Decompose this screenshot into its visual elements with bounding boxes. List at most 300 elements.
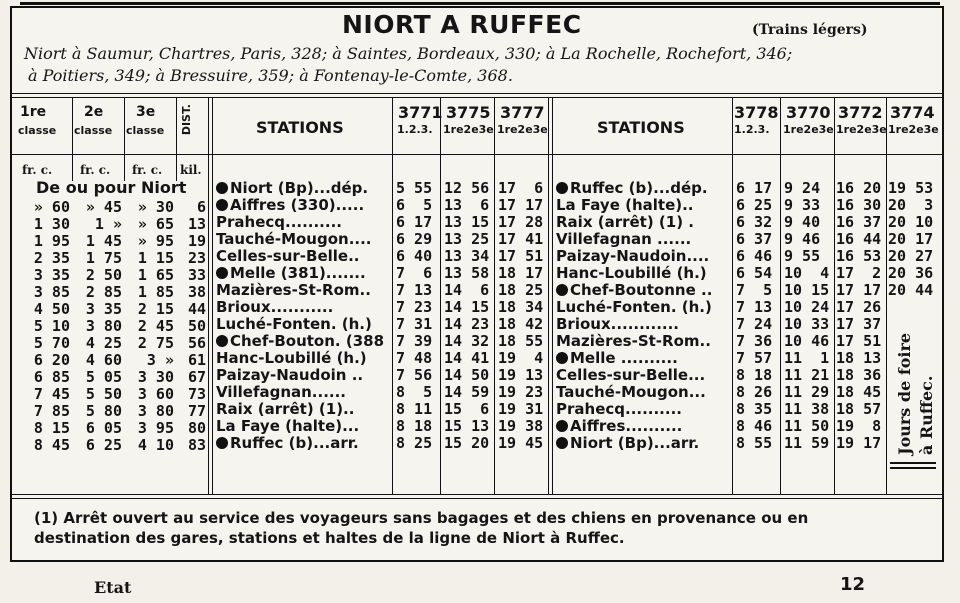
time-cell: 18 42 [498, 315, 544, 333]
unit-fr-c: fr. c. [132, 163, 163, 177]
station-name: Luché-Fonten. (h.) [556, 298, 712, 316]
time-cell: 19 4 [498, 349, 544, 367]
time-cell: 13 25 [444, 230, 490, 248]
station-name: Ruffec (b)...dép. [570, 179, 708, 197]
time-cell: 18 13 [836, 349, 882, 367]
distance: 19 [187, 232, 206, 250]
times-3770 [784, 180, 834, 452]
time-cell: 7 31 [396, 315, 433, 333]
time-cell: 17 17 [498, 196, 544, 214]
fare-class3: 2 15 [137, 300, 174, 318]
time-cell: 18 45 [836, 383, 882, 401]
junction-dot-icon [216, 437, 228, 449]
times-3772 [836, 180, 886, 452]
fare-class3: 3 60 [137, 385, 174, 403]
header-class3: 3e [136, 104, 156, 120]
train-3777-class: 1re2e3e [497, 123, 548, 136]
station-row [216, 231, 394, 248]
time-cell: 17 28 [498, 213, 544, 231]
time-cell: 18 17 [498, 264, 544, 282]
time-cell: 17 6 [498, 179, 544, 197]
time-cell: 14 41 [444, 349, 490, 367]
junction-dot-icon [216, 182, 228, 194]
station-row [216, 367, 394, 384]
station-name: Hanc-Loubillé (h.) [216, 349, 367, 367]
fare-class1: 6 85 [33, 368, 70, 386]
rule [176, 97, 177, 181]
time-cell: 8 25 [396, 434, 433, 452]
station-name: Brioux............ [556, 315, 680, 333]
distance: 56 [187, 334, 206, 352]
unit-kil: kil. [180, 163, 202, 177]
fare-class2: 6 05 [85, 419, 122, 437]
station-name: Mazières-St-Rom.. [216, 281, 371, 299]
time-cell: 18 36 [836, 366, 882, 384]
time-cell: 19 23 [498, 383, 544, 401]
time-cell: 8 35 [736, 400, 773, 418]
time-cell: 8 55 [736, 434, 773, 452]
fare-class3: 2 75 [137, 334, 174, 352]
header-stations-left: STATIONS [256, 118, 344, 137]
fare-class1: 6 20 [33, 351, 70, 369]
time-cell: 20 10 [888, 213, 934, 231]
station-name: Hanc-Loubillé (h.) [556, 264, 707, 282]
station-row [216, 282, 394, 299]
time-cell: 7 57 [736, 349, 773, 367]
distance: 73 [187, 385, 206, 403]
station-name: Aiffres (330)..... [230, 196, 365, 214]
fare-class2: 5 05 [85, 368, 122, 386]
fare-class3: 3 95 [137, 419, 174, 437]
rule [72, 97, 73, 181]
station-name: Aiffres.......... [570, 417, 683, 435]
time-cell: 14 50 [444, 366, 490, 384]
time-cell: 7 36 [736, 332, 773, 350]
time-cell: 6 32 [736, 213, 773, 231]
time-cell: 17 41 [498, 230, 544, 248]
time-cell: 6 37 [736, 230, 773, 248]
distance: 13 [187, 215, 206, 233]
time-cell: 20 36 [888, 264, 934, 282]
time-cell: 10 33 [784, 315, 830, 333]
station-name: Ruffec (b)...arr. [230, 434, 359, 452]
time-cell: 17 51 [498, 247, 544, 265]
time-cell: 5 55 [396, 179, 433, 197]
time-cell: 10 15 [784, 281, 830, 299]
train-3774-class: 1re2e3e [888, 123, 939, 136]
fair-days-line-2: à Ruffec. [917, 375, 936, 455]
station-row [216, 350, 394, 367]
time-cell: 17 17 [836, 281, 882, 299]
station-row [556, 299, 734, 316]
station-row [556, 384, 734, 401]
fare-class2: 5 50 [85, 385, 122, 403]
time-cell: 13 6 [444, 196, 490, 214]
rule [552, 97, 553, 494]
time-cell: 16 53 [836, 247, 882, 265]
fare-class1: 3 85 [33, 283, 70, 301]
station-row [556, 333, 734, 350]
station-name: La Faye (halte)... [216, 417, 360, 435]
time-cell: 15 6 [444, 400, 490, 418]
station-name: Luché-Fonten. (h.) [216, 315, 372, 333]
rule [890, 462, 936, 464]
station-row [216, 299, 394, 316]
fare-class3: 1 65 [137, 266, 174, 284]
distances [178, 199, 206, 454]
time-cell: 17 26 [836, 298, 882, 316]
station-row [556, 180, 734, 197]
station-row [556, 197, 734, 214]
time-cell: 19 13 [498, 366, 544, 384]
rule [212, 97, 213, 494]
train-3770-class: 1re2e3e [783, 123, 834, 136]
station-row [216, 316, 394, 333]
rule [440, 97, 441, 494]
junction-dot-icon [556, 284, 568, 296]
fare-class2: 1 45 [85, 232, 122, 250]
station-row [556, 401, 734, 418]
station-name: Raix (arrêt) (1).. [216, 400, 355, 418]
station-name: Tauché-Mougon... [556, 383, 706, 401]
station-row [216, 197, 394, 214]
rule [890, 467, 936, 469]
rule [494, 97, 495, 494]
times-3771 [396, 180, 440, 452]
distance: 77 [187, 402, 206, 420]
time-cell: 15 13 [444, 417, 490, 435]
time-cell: 8 46 [736, 417, 773, 435]
time-cell: 14 15 [444, 298, 490, 316]
fare-class2: 4 60 [85, 351, 122, 369]
time-cell: 10 24 [784, 298, 830, 316]
distance: 83 [187, 436, 206, 454]
station-row [556, 367, 734, 384]
junction-dot-icon [556, 352, 568, 364]
fare-class1: 5 10 [33, 317, 70, 335]
station-name: Mazières-St-Rom.. [556, 332, 711, 350]
station-row [216, 435, 394, 452]
time-cell: 19 45 [498, 434, 544, 452]
time-cell: 6 40 [396, 247, 433, 265]
fare-class3: 1 85 [137, 283, 174, 301]
footer-publisher: Etat [94, 578, 132, 597]
station-name: Raix (arrêt) (1) . [556, 213, 694, 231]
time-cell: 10 46 [784, 332, 830, 350]
distance: 61 [187, 351, 206, 369]
time-cell: 16 44 [836, 230, 882, 248]
station-name: Melle (381)....... [230, 264, 366, 282]
time-cell: 8 18 [736, 366, 773, 384]
time-cell: 19 8 [836, 417, 882, 435]
fare-class3: 3 30 [137, 368, 174, 386]
stations-outbound [216, 180, 394, 452]
rule [834, 97, 835, 494]
time-cell: 7 5 [736, 281, 773, 299]
rule [12, 93, 942, 94]
fair-days-note [889, 315, 936, 455]
header-class-word: classe [74, 124, 113, 137]
station-name: Celles-sur-Belle.. [216, 247, 360, 265]
time-cell: 20 44 [888, 281, 934, 299]
junction-dot-icon [216, 199, 228, 211]
fare-class2: 2 50 [85, 266, 122, 284]
train-3771-class: 1.2.3. [397, 123, 433, 136]
junction-dot-icon [556, 437, 568, 449]
train-3775-class: 1re2e3e [443, 123, 494, 136]
station-name: Villefagnan ...... [556, 230, 692, 248]
time-cell: 13 34 [444, 247, 490, 265]
station-row [216, 401, 394, 418]
fare-class1: 4 50 [33, 300, 70, 318]
header-class-word: classe [126, 124, 165, 137]
fares-class2 [74, 199, 122, 454]
distance: 33 [187, 266, 206, 284]
station-name: La Faye (halte).. [556, 196, 694, 214]
station-name: Brioux........... [216, 298, 334, 316]
station-row [216, 214, 394, 231]
time-cell: 7 39 [396, 332, 433, 350]
time-cell: 19 17 [836, 434, 882, 452]
time-cell: 13 58 [444, 264, 490, 282]
time-cell: 7 23 [396, 298, 433, 316]
time-cell: 7 56 [396, 366, 433, 384]
fare-class2: 1 75 [85, 249, 122, 267]
time-cell: 14 23 [444, 315, 490, 333]
train-3772: 3772 [838, 103, 883, 122]
page-subtitle: (Trains légers) [752, 22, 868, 38]
distance: 67 [187, 368, 206, 386]
time-cell: 17 37 [836, 315, 882, 333]
time-cell: 9 55 [784, 247, 821, 265]
time-cell: 9 24 [784, 179, 821, 197]
fare-class1: 2 35 [33, 249, 70, 267]
time-cell: 20 27 [888, 247, 934, 265]
header-class-word: classe [18, 124, 57, 137]
time-cell: 20 17 [888, 230, 934, 248]
junction-dot-icon [556, 182, 568, 194]
train-3772-class: 1re2e3e [836, 123, 887, 136]
station-name: Chef-Boutonne .. [570, 281, 713, 299]
time-cell: 6 46 [736, 247, 773, 265]
time-cell: 9 33 [784, 196, 821, 214]
time-cell: 7 13 [736, 298, 773, 316]
header-dist: DIST. [180, 104, 193, 136]
time-cell: 6 5 [396, 196, 433, 214]
station-row [556, 248, 734, 265]
distance: 23 [187, 249, 206, 267]
time-cell: 7 6 [396, 264, 433, 282]
header-stations-right: STATIONS [597, 118, 685, 137]
junction-dot-icon [216, 335, 228, 347]
time-cell: 6 17 [396, 213, 433, 231]
station-row [216, 333, 394, 350]
time-cell: 11 21 [784, 366, 830, 384]
fare-class3: 4 10 [137, 436, 174, 454]
station-name: Prahecq.......... [216, 213, 342, 231]
time-cell: 8 26 [736, 383, 773, 401]
fare-class1: 5 70 [33, 334, 70, 352]
station-row [556, 282, 734, 299]
station-row [556, 265, 734, 282]
fare-class3: » 30 [137, 198, 174, 216]
rule [12, 97, 942, 98]
station-row [216, 248, 394, 265]
fares-heading: De ou pour Niort [36, 178, 187, 197]
time-cell: 8 18 [396, 417, 433, 435]
rule [886, 97, 887, 494]
footnote-line-2: destination des gares, stations et haltes de la ligne de Niort à Ruffec. [34, 529, 625, 547]
time-cell: 14 32 [444, 332, 490, 350]
distance: 50 [187, 317, 206, 335]
time-cell: 19 31 [498, 400, 544, 418]
connections-line-2: à Poitiers, 349; à Bressuire, 359; à Fontenay-le-Comte, 368. [28, 66, 513, 85]
time-cell: 16 20 [836, 179, 882, 197]
fare-class1: 3 35 [33, 266, 70, 284]
fare-class2: 3 80 [85, 317, 122, 335]
station-name: Niort (Bp)...dép. [230, 179, 369, 197]
fair-days-line-1: Jours de foire [895, 332, 914, 455]
fare-class3: 2 45 [137, 317, 174, 335]
fare-class1: 7 45 [33, 385, 70, 403]
times-3775 [444, 180, 494, 452]
station-name: Paizay-Naudoin .. [216, 366, 364, 384]
time-cell [888, 299, 938, 316]
time-cell: 14 59 [444, 383, 490, 401]
fare-class1: » 60 [33, 198, 70, 216]
time-cell: 17 51 [836, 332, 882, 350]
train-3778: 3778 [734, 103, 779, 122]
times-3778 [736, 180, 780, 452]
station-row [216, 418, 394, 435]
time-cell: 17 2 [836, 264, 882, 282]
train-3777: 3777 [500, 103, 545, 122]
train-3774: 3774 [890, 103, 935, 122]
fare-class2: 5 80 [85, 402, 122, 420]
fare-class1: 8 45 [33, 436, 70, 454]
station-name: Villefagnan...... [216, 383, 346, 401]
station-name: Niort (Bp)...arr. [570, 434, 700, 452]
train-3775: 3775 [446, 103, 491, 122]
fare-class2: 3 35 [85, 300, 122, 318]
rule [124, 97, 125, 181]
station-row [556, 231, 734, 248]
station-row [556, 418, 734, 435]
rule [12, 494, 942, 495]
stations-return [556, 180, 734, 452]
time-cell: 18 25 [498, 281, 544, 299]
distance: 38 [187, 283, 206, 301]
train-3778-class: 1.2.3. [734, 123, 770, 136]
time-cell: 10 4 [784, 264, 830, 282]
time-cell: 13 15 [444, 213, 490, 231]
time-cell: 8 11 [396, 400, 433, 418]
distance: 80 [187, 419, 206, 437]
time-cell: 15 20 [444, 434, 490, 452]
distance: 44 [187, 300, 206, 318]
distance: 6 [196, 198, 206, 216]
time-cell: 7 48 [396, 349, 433, 367]
time-cell: 11 29 [784, 383, 830, 401]
time-cell: 11 50 [784, 417, 830, 435]
fare-class2: » 45 [85, 198, 122, 216]
time-cell: 9 46 [784, 230, 821, 248]
connections-line-1: Niort à Saumur, Chartres, Paris, 328; à Saintes, Bordeaux, 330; à La Rochelle, Rochefort, 346; [24, 44, 793, 63]
fare-class2: 6 25 [85, 436, 122, 454]
train-3771: 3771 [398, 103, 443, 122]
junction-dot-icon [556, 420, 568, 432]
fare-class2: 2 85 [85, 283, 122, 301]
station-row [556, 350, 734, 367]
time-cell: 18 34 [498, 298, 544, 316]
rule [12, 154, 942, 155]
time-cell: 11 38 [784, 400, 830, 418]
station-row [556, 316, 734, 333]
station-row [216, 265, 394, 282]
station-name: Tauché-Mougon.... [216, 230, 372, 248]
station-row [556, 435, 734, 452]
time-cell: 9 40 [784, 213, 821, 231]
station-name: Melle .......... [570, 349, 678, 367]
time-cell: 18 57 [836, 400, 882, 418]
page-title: NIORT A RUFFEC [342, 10, 582, 39]
time-cell: 16 37 [836, 213, 882, 231]
rule [12, 498, 942, 499]
header-class1: 1re [20, 104, 47, 120]
unit-fr-c: fr. c. [22, 163, 53, 177]
time-cell: 6 29 [396, 230, 433, 248]
time-cell: 7 13 [396, 281, 433, 299]
rule [548, 97, 549, 494]
time-cell: 6 54 [736, 264, 773, 282]
time-cell: 20 3 [888, 196, 934, 214]
station-name: Prahecq.......... [556, 400, 682, 418]
unit-fr-c: fr. c. [80, 163, 111, 177]
time-cell: 14 6 [444, 281, 490, 299]
fare-class1: 8 15 [33, 419, 70, 437]
header-class2: 2e [84, 104, 104, 120]
time-cell: 6 17 [736, 179, 773, 197]
train-3770: 3770 [786, 103, 831, 122]
junction-dot-icon [216, 267, 228, 279]
station-row [216, 180, 394, 197]
station-name: Paizay-Naudoin.... [556, 247, 710, 265]
time-cell: 7 24 [736, 315, 773, 333]
fares-class3 [126, 199, 174, 454]
time-cell: 11 59 [784, 434, 830, 452]
fare-class3: 1 15 [137, 249, 174, 267]
fares-class1 [14, 199, 70, 454]
time-cell: 6 25 [736, 196, 773, 214]
fare-class2: 1 » [94, 215, 122, 233]
rule [780, 97, 781, 494]
fare-class3: 3 80 [137, 402, 174, 420]
rule [208, 97, 209, 494]
fare-class1: 7 85 [33, 402, 70, 420]
time-cell: 11 1 [784, 349, 830, 367]
fare-class1: 1 95 [33, 232, 70, 250]
page-number: 12 [840, 574, 866, 595]
station-row [556, 214, 734, 231]
station-name: Celles-sur-Belle... [556, 366, 706, 384]
time-cell: 12 56 [444, 179, 490, 197]
time-cell: 16 30 [836, 196, 882, 214]
station-row [216, 384, 394, 401]
fare-class2: 4 25 [85, 334, 122, 352]
fare-class3: » 95 [137, 232, 174, 250]
time-cell: 19 53 [888, 179, 934, 197]
time-cell: 19 38 [498, 417, 544, 435]
